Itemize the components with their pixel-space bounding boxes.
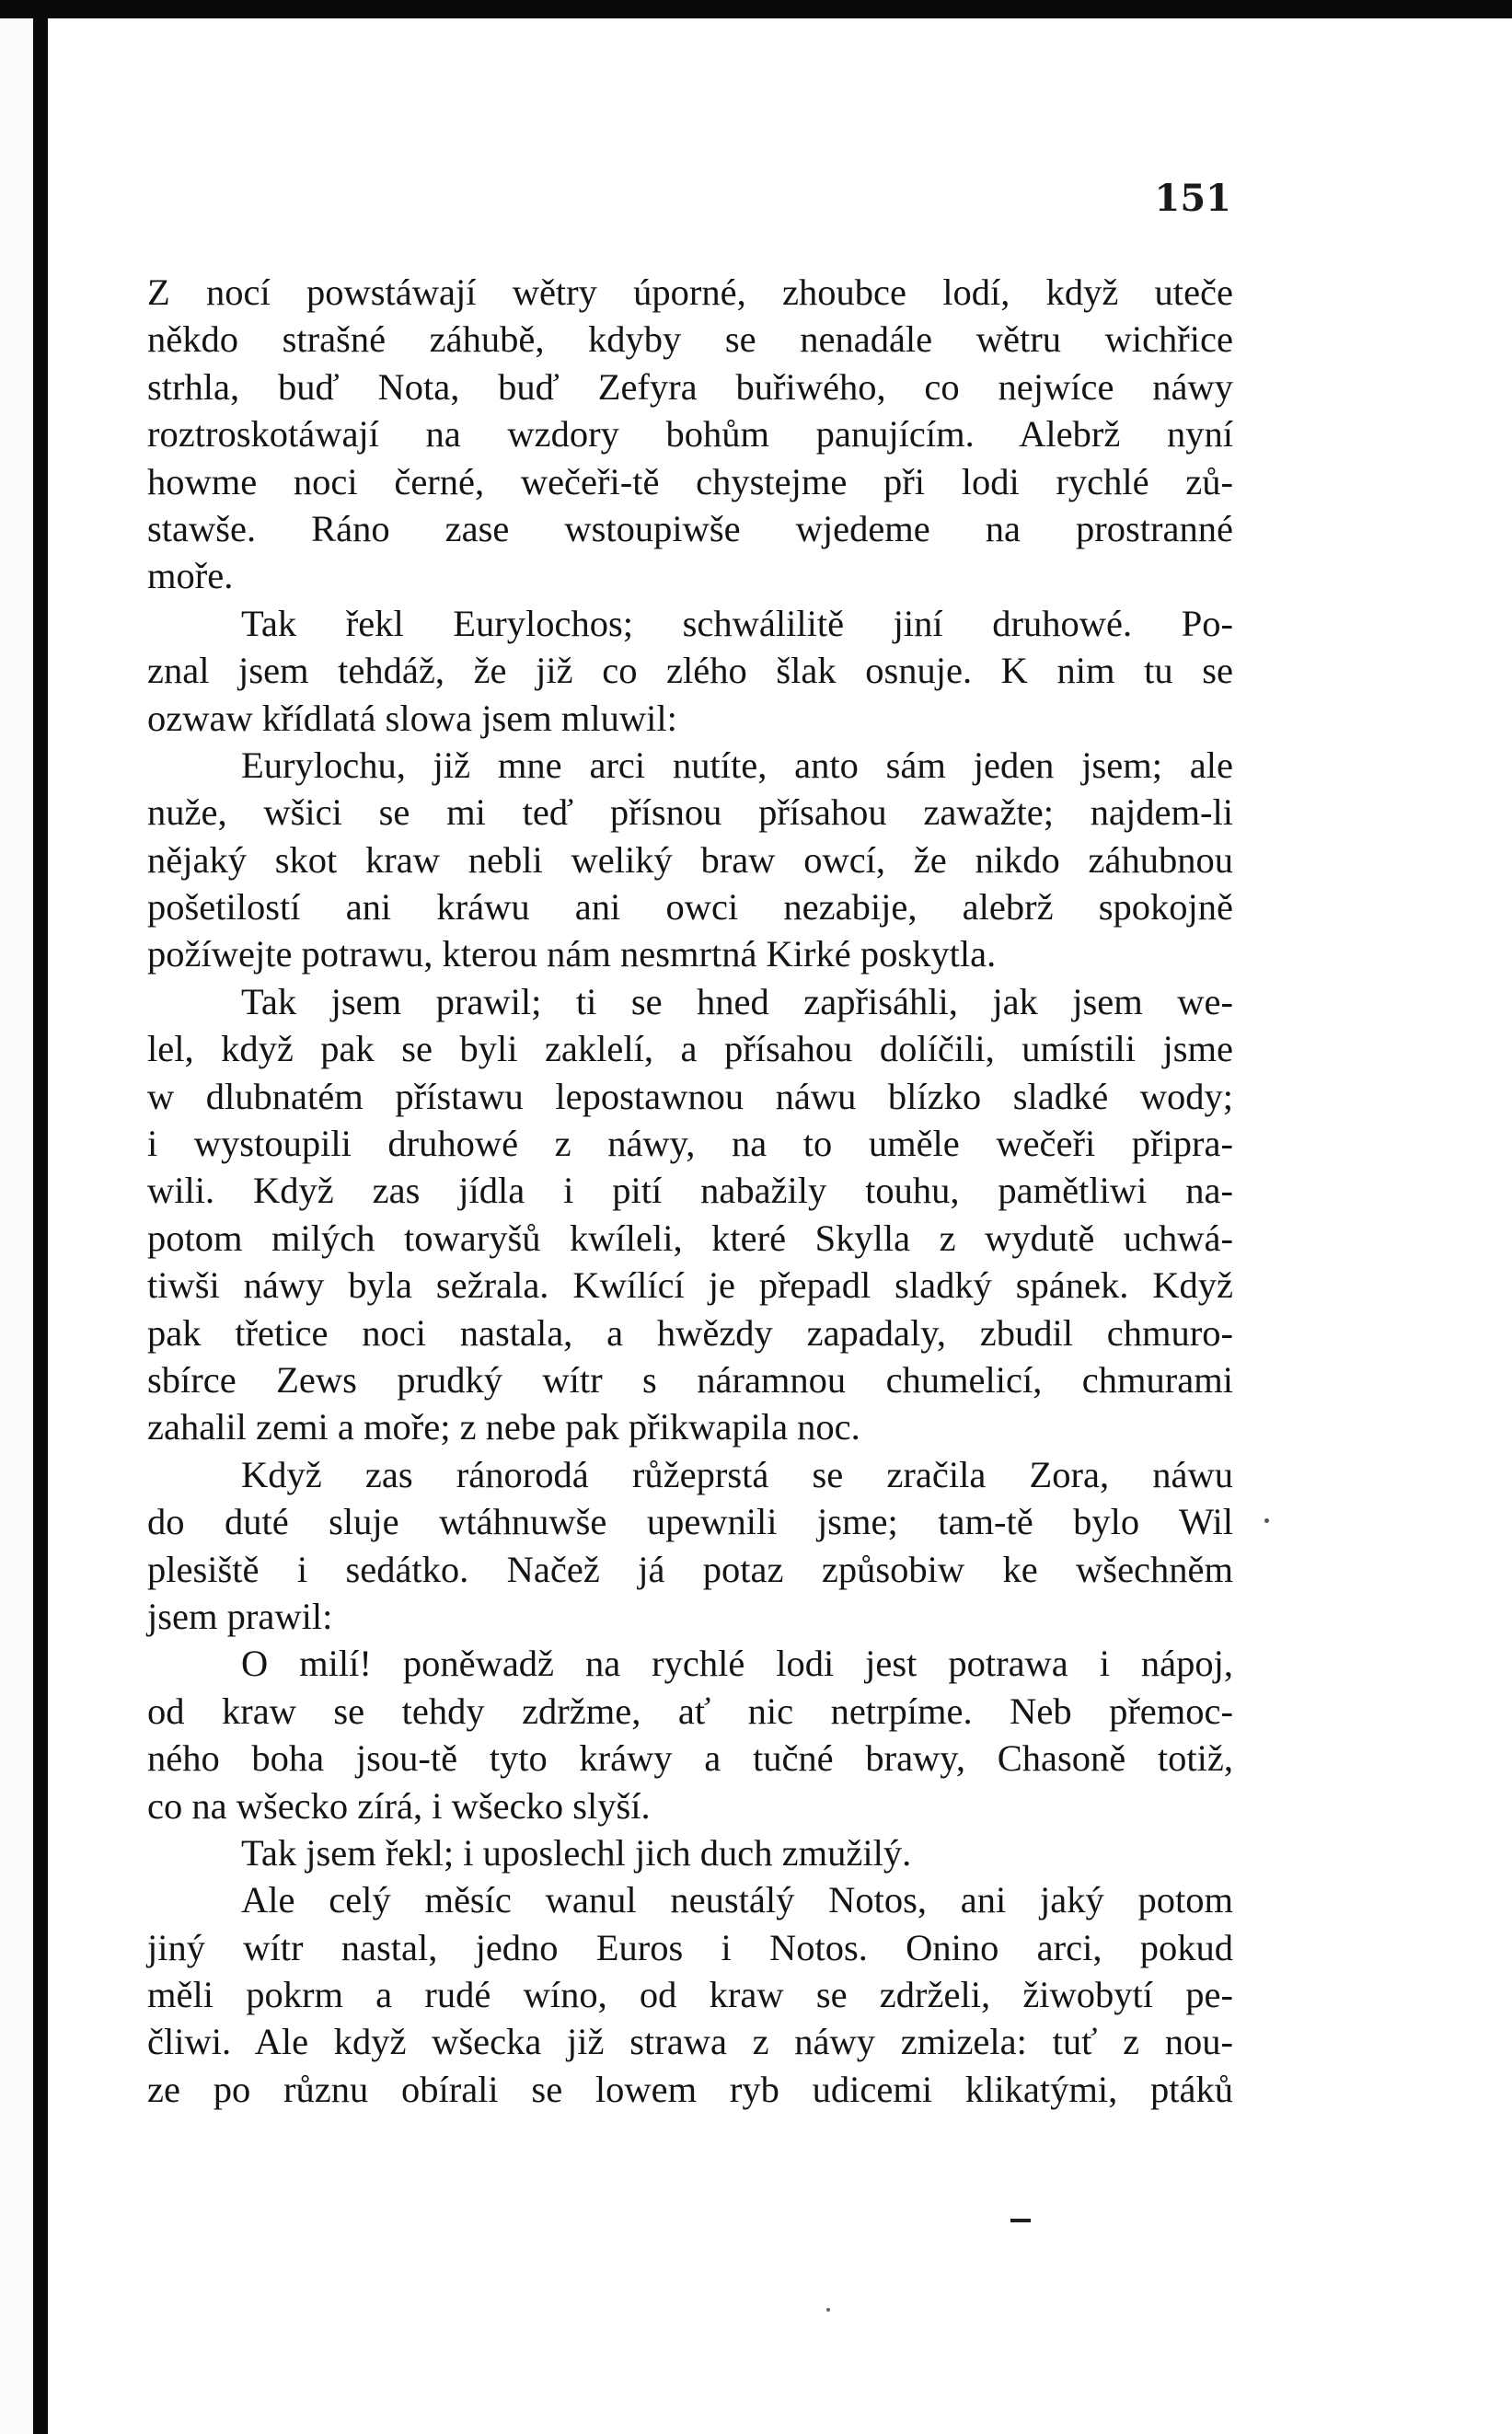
text-line: Tak jsem prawil; ti se hned zapřisáhli, jak jsem we- xyxy=(241,980,1233,1022)
text-line: někdo strašné záhubě, kdyby se nenadále wětru wichřice xyxy=(147,318,1233,361)
text-line: ozwaw křídlatá slowa jsem mluwil: xyxy=(147,697,677,739)
text-line: wili. Když zas jídla i pití nabažily touhu, pamětliwi na- xyxy=(147,1170,1233,1212)
text-line: do duté sluje wtáhnuwše upewnili jsme; tam-tě bylo Wil xyxy=(147,1501,1233,1543)
text-line: sbírce Zews prudký wítr s náramnou chumelicí, chmurami xyxy=(147,1358,1233,1401)
text-line: plesiště i sedátko. Načež já potaz způsobiw ke wšechněm xyxy=(147,1548,1233,1590)
page-number: 151 xyxy=(1154,177,1231,220)
text-line: w dlubnatém přístawu lepostawnou náwu blízko sladké wody; xyxy=(147,1075,1233,1117)
text-line: ze po různu obírali se lowem ryb udicemi klikatými, ptáků xyxy=(147,2068,1233,2110)
text-line: Tak jsem řekl; i uposlechl jich duch zmužilý. xyxy=(241,1831,912,1874)
print-speck xyxy=(1264,1518,1269,1523)
text-line: ného boha jsou-tě tyto kráwy a tučné brawy, Chasoně totiž, xyxy=(147,1737,1233,1780)
text-line: znal jsem tehdáž, že již co zlého šlak osnuje. K nim tu se xyxy=(147,650,1233,692)
text-line: Když zas ránorodá růžeprstá se zračila Zora, náwu xyxy=(241,1453,1233,1495)
text-line: co na wšecko zírá, i wšecko slyší. xyxy=(147,1784,651,1827)
text-line: O milí! poněwadž na rychlé lodi jest potrawa i nápoj, xyxy=(241,1643,1233,1685)
text-line: jiný wítr nastal, jedno Euros i Notos. Onino arci, pokud xyxy=(147,1926,1233,1968)
facing-page-edge xyxy=(0,18,33,2434)
text-line: tiwši náwy byla sežrala. Kwílící je přepadl sladký spánek. Když xyxy=(147,1264,1233,1307)
print-mark xyxy=(1010,2219,1031,2222)
text-line: moře. xyxy=(147,555,234,597)
text-line: roztroskotáwají na wzdory bohům panujícím. Alebrž nyní xyxy=(147,413,1233,456)
text-line: i wystoupili druhowé z náwy, na to uměle wečeři připra- xyxy=(147,1123,1233,1165)
text-line: jsem prawil: xyxy=(147,1595,333,1637)
text-line: Eurylochu, již mne arci nutíte, anto sám jeden jsem; ale xyxy=(241,744,1233,786)
text-line: stawše. Ráno zase wstoupiwše wjedeme na prostranné xyxy=(147,507,1233,549)
print-speck xyxy=(826,2308,830,2312)
text-line: požíwejte potrawu, kterou nám nesmrtná Kirké poskytla. xyxy=(147,933,997,975)
text-line: potom milých towaryšů kwíleli, které Skylla z wydutě uchwá- xyxy=(147,1217,1233,1259)
text-line: nějaký skot kraw nebli weliký braw owcí, že nikdo záhubnou xyxy=(147,838,1233,881)
text-line: lel, když pak se byli zaklelí, a přísahou dolíčili, umístili jsme xyxy=(147,1028,1233,1070)
text-line: Tak řekl Eurylochos; schwálilitě jiní druhowé. Po- xyxy=(241,602,1233,644)
text-line: pošetilostí ani kráwu ani owci nezabije, alebrž spokojně xyxy=(147,886,1233,929)
text-line: pak třetice noci nastala, a hwězdy zapadaly, zbudil chmuro- xyxy=(147,1311,1233,1354)
text-line: zahalil zemi a moře; z nebe pak přikwapila noc. xyxy=(147,1406,860,1448)
text-line: měli pokrm a rudé wíno, od kraw se zdrželi, žiwobytí pe- xyxy=(147,1974,1233,2016)
text-line: howme noci černé, wečeři-tě chystejme při lodi rychlé zů- xyxy=(147,460,1233,502)
text-line: Z nocí powstáwají wětry úporné, zhoubce lodí, když uteče xyxy=(147,271,1233,313)
text-line: nuže, wšici se mi teď přísnou přísahou zawažte; najdem-li xyxy=(147,791,1233,834)
text-line: strhla, buď Nota, buď Zefyra buřiwého, co nejwíce náwy xyxy=(147,365,1233,408)
text-line: Ale celý měsíc wanul neustálý Notos, ani jaký potom xyxy=(241,1879,1233,1921)
text-line: od kraw se tehdy zdržme, ať nic netrpíme. Neb přemoc- xyxy=(147,1690,1233,1732)
body-text xyxy=(147,269,1233,2113)
text-line: čliwi. Ale když wšecka již strawa z náwy zmizela: tuť z nou- xyxy=(147,2021,1233,2063)
